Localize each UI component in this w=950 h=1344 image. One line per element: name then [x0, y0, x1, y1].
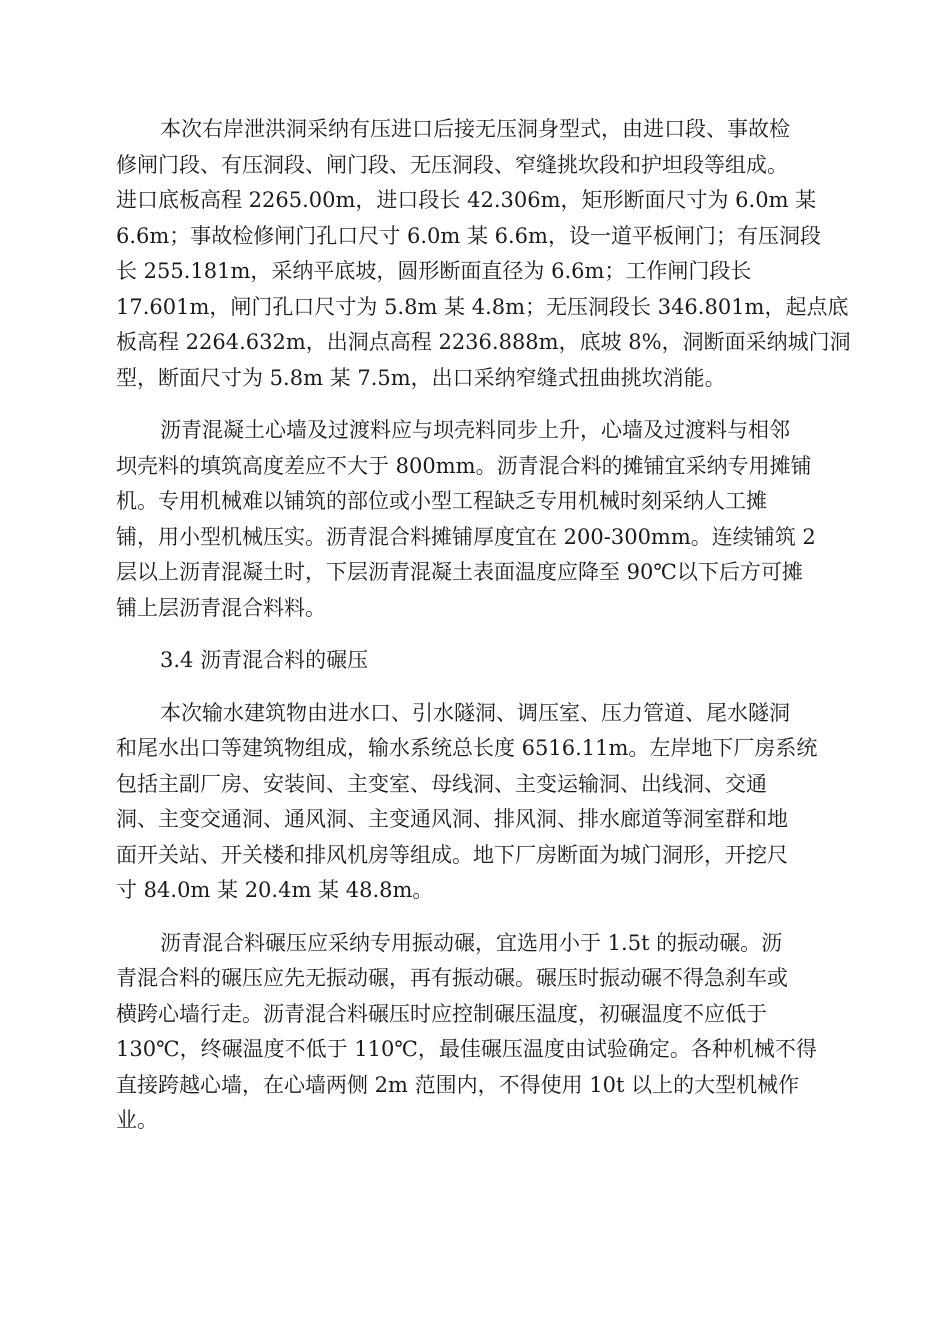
paragraph-spillway-tunnel	[116, 112, 851, 396]
text-line: 修闸门段、有压洞段、闸门段、无压洞段、窄缝挑坎段和护坦段等组成。	[116, 152, 788, 177]
text-line: 和尾水出口等建筑物组成，输水系统总长度 6516.11m。左岸地下厂房系统	[116, 736, 818, 760]
text-line: 直接跨越心墙，在心墙两侧 2m 范围内，不得使用 10t 以上的大型机械作	[116, 1072, 800, 1097]
text-line: 130℃，终碾温度不低于 110℃，最佳碾压温度由试验确定。各种机械不得	[116, 1037, 817, 1061]
text-line: 机。专用机械难以铺筑的部位或小型工程缺乏专用机械时刻采纳人工摊	[116, 489, 767, 513]
paragraph-asphalt-core-wall	[116, 413, 836, 626]
text-line: 包括主副厂房、安装间、主变室、母线洞、主变运输洞、出线洞、交通	[116, 771, 767, 796]
section-heading: 3.4 沥青混合料的碾压	[160, 648, 369, 672]
text-line: 沥青混合料碾压应采纳专用振动碾，宜选用小于 1.5t 的振动碾。沥	[160, 930, 783, 955]
text-line: 坝壳料的填筑高度差应不大于 800mm。沥青混合料的摊铺宜采纳专用摊铺	[116, 453, 812, 478]
document-body	[116, 112, 851, 1156]
text-line: 寸 84.0m 某 20.4m 某 48.8m。	[116, 878, 434, 902]
text-line: 面开关站、开关楼和排风机房等组成。地下厂房断面为城门洞形，开挖尺	[116, 842, 788, 867]
text-line: 型，断面尺寸为 5.8m 某 7.5m，出口采纳窄缝式扭曲挑坎消能。	[116, 365, 726, 390]
paragraph-asphalt-compaction	[116, 926, 836, 1139]
text-line: 本次输水建筑物由进水口、引水隧洞、调压室、压力管道、尾水隧洞	[160, 700, 790, 725]
text-line: 横跨心墙行走。沥青混合料碾压时应控制碾压温度，初碾温度不应低于	[116, 1001, 767, 1026]
text-line: 板高程 2264.632m，出洞点高程 2236.888m，底坡 8%，洞断面采纳城门洞	[116, 330, 851, 354]
text-line: 洞、主变交通洞、通风洞、主变通风洞、排风洞、排水廊道等洞室群和地	[116, 807, 788, 831]
text-line: 6.6m；事故检修闸门孔口尺寸 6.0m 某 6.6m，设一道平板闸门；有压洞段	[116, 223, 821, 248]
paragraph-water-conveyance	[116, 696, 836, 909]
text-line: 长 255.181m，采纳平底坡，圆形断面直径为 6.6m；工作闸门段长	[116, 259, 752, 283]
text-line: 17.601m，闸门孔口尺寸为 5.8m 某 4.8m；无压洞段长 346.801m，起点底	[116, 294, 849, 319]
text-line: 层以上沥青混凝土时，下层沥青混凝土表面温度应降至 90℃以下后方可摊	[116, 560, 803, 584]
text-line: 进口底板高程 2265.00m，进口段长 42.306m，矩形断面尺寸为 6.0m 某	[116, 188, 817, 212]
text-line: 铺，用小型机械压实。沥青混合料摊铺厚度宜在 200-300mm。连续铺筑 2	[116, 524, 816, 549]
text-line: 本次右岸泄洪洞采纳有压进口后接无压洞身型式，由进口段、事故检	[160, 117, 790, 141]
text-line: 业。	[116, 1108, 158, 1132]
text-line: 青混合料的碾压应先无振动碾，再有振动碾。碾压时振动碾不得急刹车或	[116, 966, 788, 990]
text-line: 铺上层沥青混合料料。	[116, 595, 326, 620]
text-line: 沥青混凝土心墙及过渡料应与坝壳料同步上升，心墙及过渡料与相邻	[160, 418, 790, 442]
